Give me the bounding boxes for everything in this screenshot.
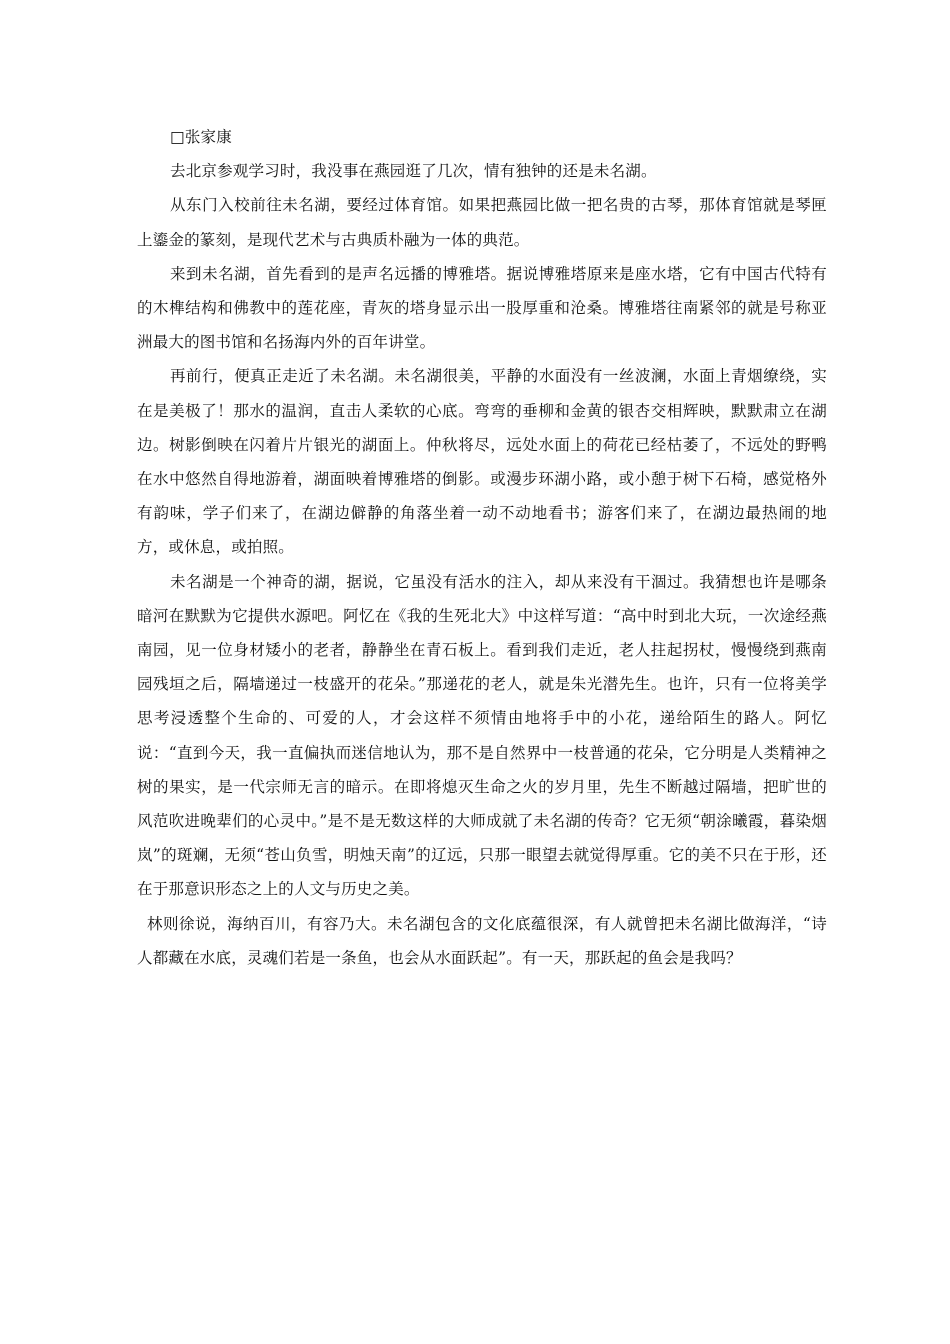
article-body [137,120,827,975]
paragraph-5: 未名湖是一个神奇的湖，据说，它虽没有活水的注入，却从来没有干涸过。我猜想也许是哪条暗河在默默为它提供水源吧。阿忆在《我的生死北大》中这样写道：“高中时到北大玩，一次途经燕南园，见一位身材矮小的老者，静静坐在青石板上。看到我们走近，老人拄起拐杖，慢慢绕到燕南园残垣之后，隔墙递过一枝盛开的花朵。”那递花的老人，就是朱光潜先生。也许，只有一位将美学思考浸透整个生命的、可爱的人，才会这样不须情由地将手中的小花，递给陌生的路人。阿忆说：“直到今天，我一直偏执而迷信地认为，那不是自然界中一枝普通的花朵，它分明是人类精神之树的果实，是一代宗师无言的暗示。在即将熄灭生命之火的岁月里，先生不断越过隔墙，把旷世的风范吹进晚辈们的心灵中。”是不是无数这样的大师成就了未名湖的传奇？它无须“朝涂曦霞，暮染烟岚”的斑斓，无须“苍山负雪，明烛天南”的辽远，只那一眼望去就觉得厚重。它的美不只在于形，还在于那意识形态之上的人文与历史之美。 [137,572,827,899]
paragraph-4: 再前行，便真正走近了未名湖。未名湖很美，平静的水面没有一丝波澜，水面上青烟缭绕，实在是美极了！那水的温润，直击人柔软的心底。弯弯的垂柳和金黄的银杏交相辉映，默默肃立在湖边。树影倒映在闪着片片银光的湖面上。仲秋将尽，远处水面上的荷花已经枯萎了，不远处的野鸭在水中悠然自得地游着，湖面映着博雅塔的倒影。或漫步环湖小路，或小憩于树下石椅，感觉格外有韵味，学子们来了，在湖边僻静的角落坐着一动不动地看书；游客们来了，在湖边最热闹的地方，或休息，或拍照。 [137,367,827,557]
paragraph-6: 林则徐说，海纳百川，有容乃大。未名湖包含的文化底蕴很深，有人就曾把未名湖比做海洋，“诗人都藏在水底，灵魂们若是一条鱼，也会从水面跃起”。有一天，那跃起的鱼会是我吗？ [137,914,827,967]
author-line: □张家康 [170,128,232,146]
paragraph-1: 去北京参观学习时，我没事在燕园逛了几次，情有独钟的还是未名湖。 [170,162,657,181]
paragraph-2: 从东门入校前往未名湖，要经过体育馆。如果把燕园比做一把名贵的古琴，那体育馆就是琴匣上鎏金的篆刻，是现代艺术与古典质朴融为一体的典范。 [137,196,827,249]
paragraph-3: 来到未名湖，首先看到的是声名远播的博雅塔。据说博雅塔原来是座水塔，它有中国古代特有的木榫结构和佛教中的莲花座，青灰的塔身显示出一股厚重和沧桑。博雅塔往南紧邻的就是号称亚洲最大的图书馆和名扬海内外的百年讲堂。 [137,264,827,352]
